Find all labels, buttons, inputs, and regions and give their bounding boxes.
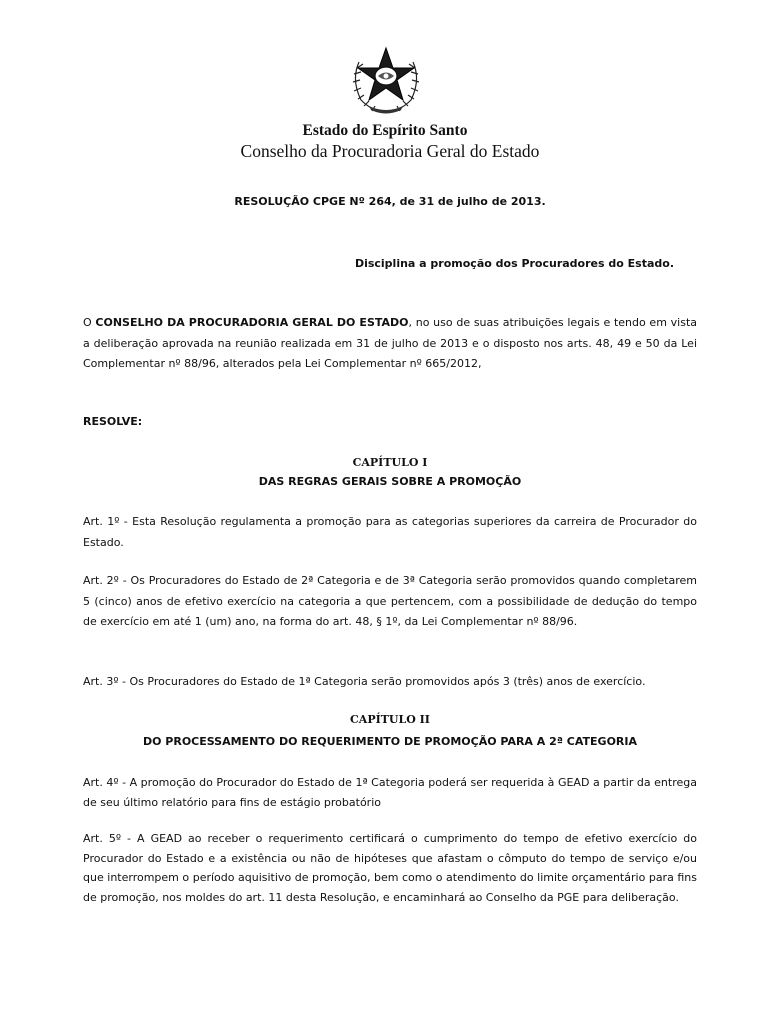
coat-of-arms-icon [345, 42, 427, 116]
preamble-council-name: CONSELHO DA PROCURADORIA GERAL DO ESTADO [95, 316, 409, 329]
article-4: Art. 4º - A promoção do Procurador do Estado de 1ª Categoria poderá ser requerida à GEAD a partir da entrega de seu último relatório para fins de estágio probatório [83, 776, 697, 809]
resolution-summary: Disciplina a promoção dos Procuradores do Estado. [354, 257, 674, 270]
chapter-2-number: CAPÍTULO II [350, 713, 430, 726]
resolve-heading: RESOLVE: [83, 415, 143, 428]
article-5: Art. 5º - A GEAD ao receber o requerimento certificará o cumprimento do tempo de efetivo exercício do Procurador do Estado e a existência ou não de hipóteses que afastam o cômputo do tempo de serviço e/ou que interrompem o período aquisitivo de promoção, bem como o atendimento do limite orçamentário para fins de promoção, nos moldes do art. 11 desta Resolução, e encaminhará ao Conselho da PGE para deliberação. [83, 832, 697, 904]
preamble-paragraph [83, 313, 697, 375]
article-3: Art. 3º - Os Procuradores do Estado de 1ª Categoria serão promovidos após 3 (três) anos de exercício. [83, 675, 646, 688]
state-title: Estado do Espírito Santo [302, 122, 468, 139]
article-1: Art. 1º - Esta Resolução regulamenta a promoção para as categorias superiores da carreira de Procurador do Estado. [83, 515, 697, 549]
article-2: Art. 2º - Os Procuradores do Estado de 2ª Categoria e de 3ª Categoria serão promovidos quando completarem 5 (cinco) anos de efetivo exercício na categoria a que pertencem, com a possibilidade de dedução do tempo de exercício em até 1 (um) ano, na forma do art. 48, § 1º, da Lei Complementar nº 88/96. [83, 574, 697, 628]
chapter-1-title: DAS REGRAS GERAIS SOBRE A PROMOÇÃO [258, 475, 522, 488]
chapter-1-number: CAPÍTULO I [352, 456, 428, 469]
preamble-text: , no uso de suas atribuições legais e tendo em vista a deliberação aprovada na reunião realizada em 31 de julho de 2013 e o disposto nos arts. 48, 49 e 50 da Lei Complementar nº 88/96, alterados pela Lei Complementar nº 665/2012, [83, 316, 697, 370]
council-title: Conselho da Procuradoria Geral do Estado [240, 141, 540, 161]
resolution-title: RESOLUÇÃO CPGE Nº 264, de 31 de julho de 2013. [234, 195, 546, 208]
preamble-lead: O [83, 316, 96, 329]
chapter-2-title: DO PROCESSAMENTO DO REQUERIMENTO DE PROMOÇÃO PARA A 2ª CATEGORIA [142, 735, 638, 748]
